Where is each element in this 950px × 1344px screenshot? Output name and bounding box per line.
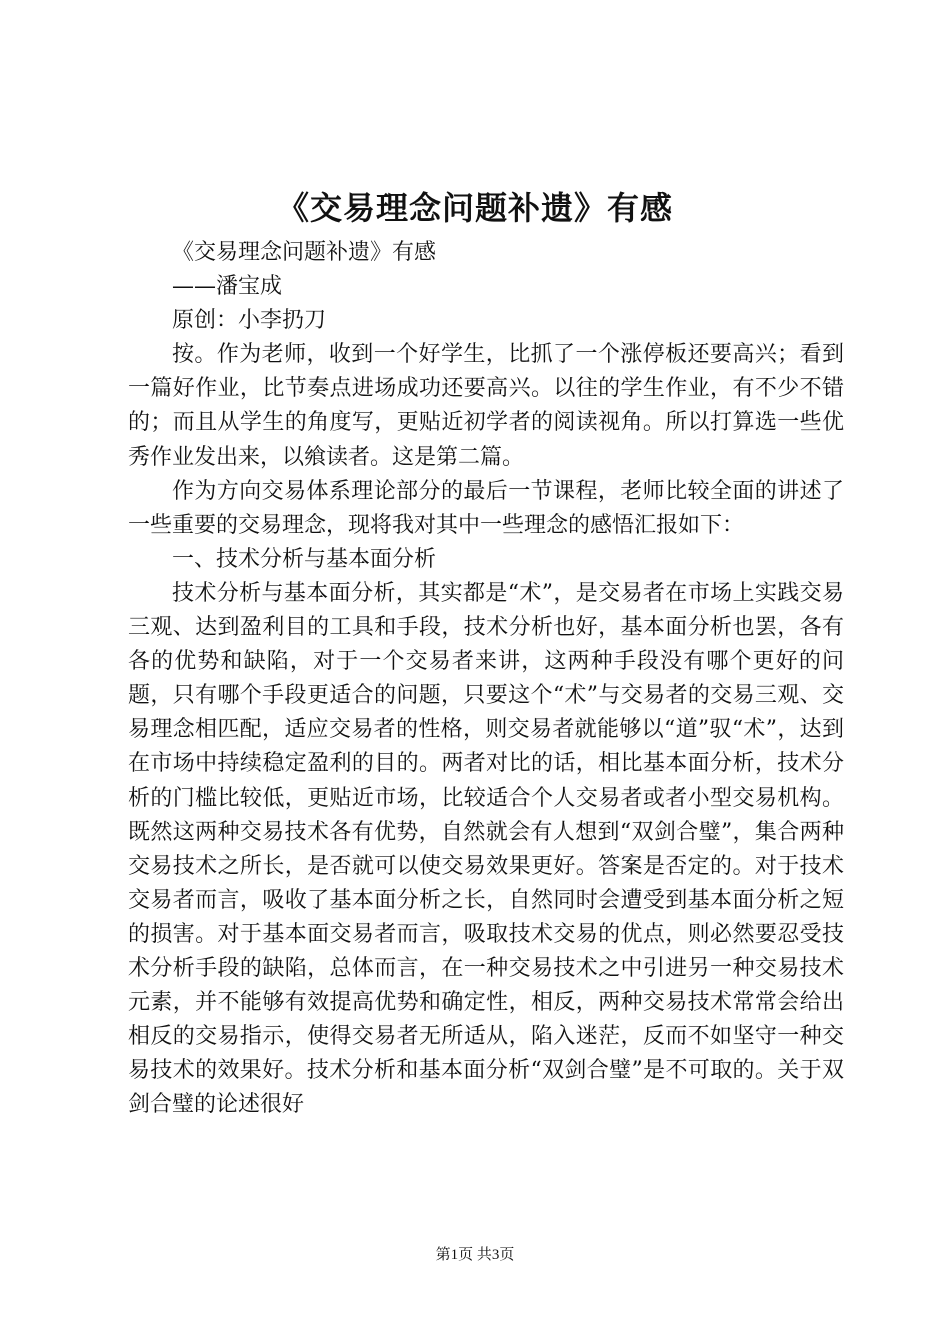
page-footer: 第1页 共3页 [435, 1247, 515, 1263]
subtitle-paragraph: 《交易理念问题补遗》有感 [172, 240, 437, 265]
body-paragraph: 技术分析与基本面分析，其实都是“术”，是交易者在市场上实践交易三观、达到盈利目的工具和手段，技术分析也好，基本面分析也罢，各有各的优势和缺陷，对于一个交易者来讲，这两种手段没有哪个更好的问题，只有哪个手段更适合的问题，只要这个“术”与交易者的交易三观、交易理念相匹配，适应交易者的性格，则交易者就能够以“道”驭“术”，达到在市场中持续稳定盈利的目的。两者对比的话，相比基本面分析，技术分析的门槛比较低，更贴近市场，比较适合个人交易者或者小型交易机构。既然这两种交易技术各有优势，自然就会有人想到“双剑合璧”，集合两种交易技术之所长，是否就可以使交易效果更好。答案是否定的。对于技术交易者而言，吸收了基本面分析之长，自然同时会遭受到基本面分析之短的损害。对于基本面交易者而言，吸取技术交易的优点，则必然要忍受技术分析手段的缺陷，总体而言，在一种交易技术之中引进另一种交易技术元素，并不能够有效提高优势和确定性，相反，两种交易技术常常会给出相反的交易指示，使得交易者无所适从，陷入迷茫，反而不如坚守一种交易技术的效果好。技术分析和基本面分析“双剑合璧”是不可取的。关于双剑合璧的论述很好 [128, 580, 844, 1118]
document-title: 《交易理念问题补遗》有感 [276, 189, 673, 227]
editor-note-paragraph: 按。作为老师，收到一个好学生，比抓了一个涨停板还要高兴；看到一篇好作业，比节奏点进场成功还要高兴。以往的学生作业，有不少不错的；而且从学生的角度写，更贴近初学者的阅读视角。所以打算选一些优秀作业发出来，以飨读者。这是第二篇。 [128, 342, 844, 470]
author-line: ——潘宝成 [172, 274, 283, 300]
document-body [128, 236, 844, 1122]
section-heading: 一、技术分析与基本面分析 [172, 546, 437, 572]
intro-paragraph: 作为方向交易体系理论部分的最后一节课程，老师比较全面的讲述了一些重要的交易理念，现将我对其中一些理念的感悟汇报如下： [128, 478, 844, 538]
original-credit: 原创：小李扔刀 [172, 308, 327, 334]
